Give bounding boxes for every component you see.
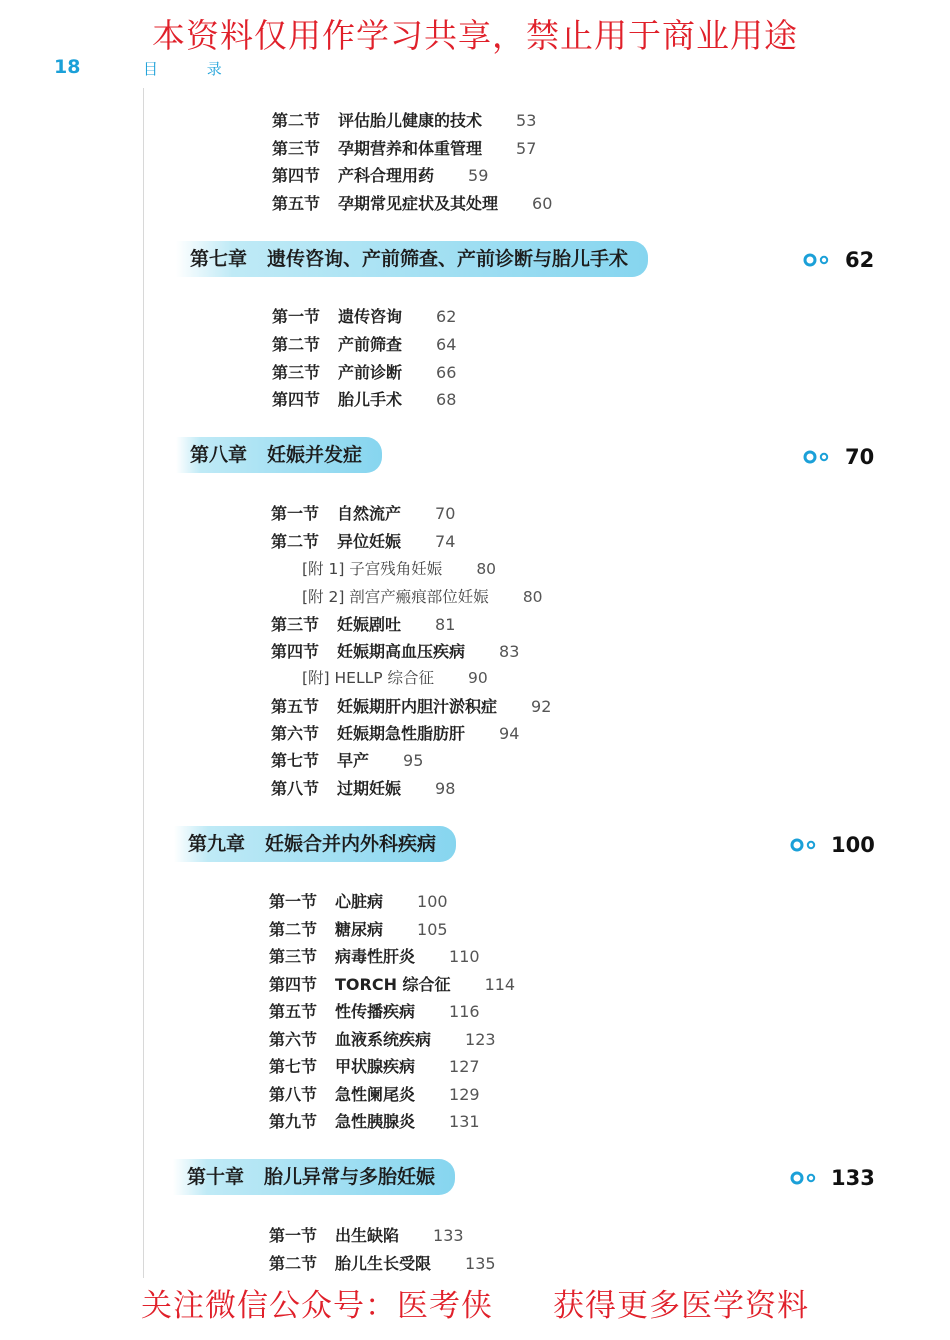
chapter-page: 62 [845, 248, 875, 272]
appendix-page: 90 [468, 669, 488, 687]
toc-appendix-row[interactable] [302, 666, 488, 688]
toc-section-row[interactable] [269, 917, 448, 940]
section-number: 第一节 [269, 1226, 318, 1245]
chapter-number: 第八章 [190, 444, 248, 466]
section-title: 评估胎儿健康的技术 [338, 111, 483, 130]
toc-section-row[interactable] [271, 612, 455, 635]
toc-section-row[interactable] [269, 1082, 480, 1105]
toc-section-row[interactable] [269, 1223, 464, 1246]
section-number: 第三节 [272, 363, 321, 382]
section-page: 81 [435, 615, 456, 634]
section-page: 60 [532, 194, 553, 213]
section-number: 第三节 [269, 947, 318, 966]
section-page: 100 [417, 892, 448, 911]
chapter-title: 妊娠合并内外科疾病 [265, 833, 437, 855]
section-number: 第五节 [271, 697, 320, 716]
section-page: 53 [516, 111, 537, 130]
toc-section-row[interactable] [271, 501, 455, 524]
toc-section-row[interactable] [272, 360, 456, 383]
section-number: 第三节 [271, 615, 320, 634]
chapter-number: 第十章 [187, 1166, 245, 1188]
section-page: 62 [436, 307, 457, 326]
chapter-title: 胎儿异常与多胎妊娠 [264, 1166, 436, 1188]
appendix-page: 80 [476, 560, 497, 578]
toc-appendix-row[interactable] [302, 585, 543, 607]
chapter-number: 第九章 [188, 833, 246, 855]
chapter-title: 遗传咨询、产前筛查、产前诊断与胎儿手术 [267, 248, 629, 270]
section-title: 胎儿手术 [338, 390, 403, 409]
chapter-title: 妊娠并发症 [267, 444, 363, 466]
toc-section-row[interactable] [269, 889, 448, 912]
watermark-bottom [0, 1280, 950, 1325]
appendix-title: [附 2] 剖宫产瘢痕部位妊娠 [302, 588, 489, 606]
section-title: 出生缺陷 [335, 1226, 400, 1245]
toc-section-row[interactable] [272, 163, 488, 186]
section-title: 产科合理用药 [338, 166, 435, 185]
section-number: 第五节 [269, 1002, 318, 1021]
section-number: 第二节 [269, 1254, 318, 1273]
section-number: 第七节 [271, 751, 320, 770]
section-page: 98 [435, 779, 456, 798]
section-title: 遗传咨询 [338, 307, 403, 326]
chapter-heading[interactable] [176, 241, 648, 277]
section-number: 第八节 [271, 779, 320, 798]
section-title: 糖尿病 [335, 920, 384, 939]
toc-section-row[interactable] [272, 332, 456, 355]
section-title: 性传播疾病 [335, 1002, 416, 1021]
section-title: 血液系统疾病 [335, 1030, 432, 1049]
section-number: 第三节 [272, 139, 321, 158]
section-number: 第四节 [272, 390, 321, 409]
chapter-number: 第七章 [190, 248, 248, 270]
section-page: 59 [468, 166, 489, 185]
appendix-page: 80 [522, 588, 543, 606]
section-page: 127 [449, 1057, 480, 1076]
toc-section-row[interactable] [271, 694, 551, 717]
toc-section-row[interactable] [272, 108, 536, 131]
section-page: 95 [403, 751, 424, 770]
section-page: 129 [449, 1085, 480, 1104]
watermark-bottom-left: 关注微信公众号：医考侠 [141, 1288, 493, 1324]
section-title: 妊娠期高血压疾病 [337, 642, 466, 661]
section-title: 自然流产 [337, 504, 402, 523]
toc-section-row[interactable] [271, 748, 423, 771]
section-number: 第二节 [272, 335, 321, 354]
section-number: 第四节 [269, 975, 318, 994]
page-number: 18 [54, 56, 81, 78]
watermark-bottom-right: 获得更多医学资料 [553, 1288, 809, 1324]
chapter-heading[interactable] [173, 1159, 455, 1195]
section-title: 过期妊娠 [337, 779, 402, 798]
chapter-dots-icon [789, 1170, 819, 1186]
chapter-dots-icon [789, 837, 819, 853]
section-page: 135 [465, 1254, 496, 1273]
toc-section-row[interactable] [269, 999, 480, 1022]
toc-section-row[interactable] [269, 1109, 480, 1132]
section-number: 第八节 [269, 1085, 318, 1104]
section-page: 68 [436, 390, 457, 409]
section-page: 116 [449, 1002, 480, 1021]
section-title: 早产 [337, 751, 370, 770]
section-title: 产前诊断 [338, 363, 403, 382]
section-title: 病毒性肝炎 [335, 947, 416, 966]
section-number: 第二节 [272, 111, 321, 130]
section-title: 孕期常见症状及其处理 [338, 194, 499, 213]
section-number: 第七节 [269, 1057, 318, 1076]
toc-appendix-row[interactable] [302, 557, 496, 579]
section-number: 第四节 [272, 166, 321, 185]
section-number: 第一节 [272, 307, 321, 326]
section-number: 第二节 [269, 920, 318, 939]
section-number: 第二节 [271, 532, 320, 551]
section-page: 94 [499, 724, 520, 743]
section-page: 64 [436, 335, 457, 354]
section-number: 第九节 [269, 1112, 318, 1131]
section-page: 57 [516, 139, 537, 158]
section-page: 66 [436, 363, 457, 382]
section-page: 110 [449, 947, 480, 966]
section-page: 74 [435, 532, 456, 551]
chapter-page: 100 [831, 833, 875, 857]
section-title: 胎儿生长受限 [335, 1254, 432, 1273]
section-title: TORCH 综合征 [335, 975, 451, 994]
toc-section-row[interactable] [271, 639, 519, 662]
toc-section-row[interactable] [271, 776, 455, 799]
section-title: 妊娠期肝内胆汁淤积症 [337, 697, 498, 716]
section-title: 产前筛查 [338, 335, 403, 354]
section-title: 甲状腺疾病 [335, 1057, 416, 1076]
section-number: 第一节 [271, 504, 320, 523]
section-number: 第四节 [271, 642, 320, 661]
section-number: 第六节 [269, 1030, 318, 1049]
section-title: 孕期营养和体重管理 [338, 139, 483, 158]
toc-section-row[interactable] [271, 721, 519, 744]
section-number: 第六节 [271, 724, 320, 743]
section-number: 第一节 [269, 892, 318, 911]
toc-section-row[interactable] [271, 529, 455, 552]
section-title: 妊娠剧吐 [337, 615, 402, 634]
section-title: 心脏病 [335, 892, 384, 911]
section-page: 83 [499, 642, 520, 661]
toc-section-row[interactable] [269, 1251, 496, 1274]
appendix-title: [附] HELLP 综合征 [302, 669, 435, 687]
section-title: 急性阑尾炎 [335, 1085, 416, 1104]
toc-section-row[interactable] [269, 1054, 480, 1077]
chapter-page: 133 [831, 1166, 875, 1190]
section-page: 131 [449, 1112, 480, 1131]
appendix-title: [附 1] 子宫残角妊娠 [302, 560, 443, 578]
toc-section-row[interactable] [269, 972, 515, 995]
page-heading: 目 录 [143, 60, 244, 78]
toc-section-row[interactable] [272, 136, 536, 159]
toc-section-row[interactable] [272, 387, 456, 410]
toc-section-row[interactable] [269, 944, 480, 967]
toc-section-row[interactable] [269, 1027, 496, 1050]
chapter-dots-icon [802, 449, 832, 465]
toc-section-row[interactable] [272, 191, 552, 214]
section-title: 急性胰腺炎 [335, 1112, 416, 1131]
chapter-heading[interactable] [174, 826, 456, 862]
margin-rule [143, 88, 144, 1278]
chapter-page: 70 [845, 445, 875, 469]
section-page: 92 [531, 697, 552, 716]
section-page: 133 [433, 1226, 464, 1245]
chapter-dots-icon [802, 252, 832, 268]
section-page: 70 [435, 504, 456, 523]
section-title: 异位妊娠 [337, 532, 402, 551]
section-title: 妊娠期急性脂肪肝 [337, 724, 466, 743]
section-page: 105 [417, 920, 448, 939]
section-number: 第五节 [272, 194, 321, 213]
section-page: 114 [484, 975, 516, 994]
toc-section-row[interactable] [272, 304, 456, 327]
chapter-heading[interactable] [176, 437, 382, 473]
watermark-top: 本资料仅用作学习共享，禁止用于商业用途 [152, 16, 798, 55]
section-page: 123 [465, 1030, 496, 1049]
